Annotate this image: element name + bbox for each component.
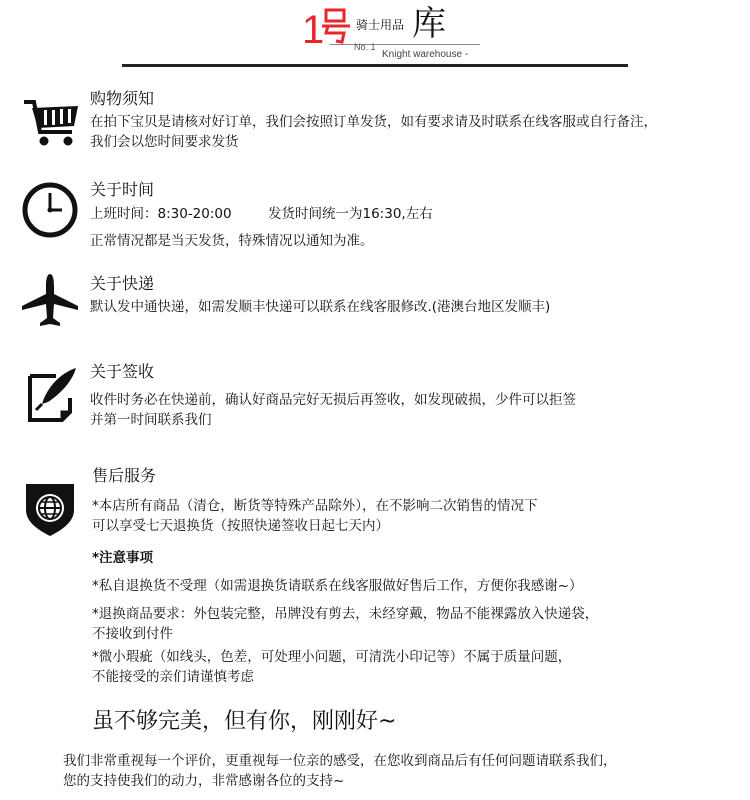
ship-time: 发货时间统一为16:30,左右 [268,206,433,222]
note-item-3-line-1: *微小瑕疵（如线头，色差，可处理小问题，可清洗小印记等）不属于质量问题， [92,649,572,665]
logo-ku-text: 库 [412,4,446,44]
note-item-2-line-2: 不接收到付件 [92,626,173,642]
section-title-aftersale: 售后服务 [92,466,157,485]
shopping-cart-icon [22,96,82,156]
logo-no-text: No. 1 [354,42,376,52]
footer-line-1: 我们非常重视每一个评价，更重视每一位亲的感受，在您收到商品后有任何问题请联系我们， [63,753,617,769]
purchase-line-2: 我们会以您时间要求发货 [90,134,239,150]
logo-hao-glyph-icon [322,8,352,44]
purchase-line-1: 在拍下宝贝是请核对好订单，我们会按照订单发货，如有要求请及时联系在线客服或自行备注， [90,114,657,130]
section-title-purchase: 购物须知 [90,89,155,108]
aftersale-line-1: *本店所有商品（清仓，断货等特殊产品除外），在不影响二次销售的情况下 [92,498,538,514]
globe-shield-icon [22,478,82,538]
express-line-1: 默认发中通快递，如需发顺丰快递可以联系在线客服修改.(港澳台地区发顺丰) [90,299,551,315]
note-item-2-line-1: *退换商品要求：外包装完整，吊牌没有剪去，未经穿戴，物品不能裸露放入快递袋， [92,606,599,622]
logo-en-text: Knight warehouse - [382,49,469,60]
sign-pen-icon [22,364,82,424]
logo-cn-text: 骑士用品 [356,18,405,32]
section-title-time: 关于时间 [90,180,155,199]
airplane-icon [20,272,80,332]
section-title-express: 关于快递 [90,274,155,293]
footer-line-2: 您的支持使我们的动力，非常感谢各位的支持~ [63,773,345,789]
work-hours: 上班时间：8:30-20:00 [90,206,232,222]
receipt-line-1: 收件时务必在快递前，确认好商品完好无损后再签收，如发现破损，少件可以拒签 [90,392,576,408]
logo-number: 1 [302,8,325,52]
header-divider [122,64,628,67]
aftersale-line-2: 可以享受七天退换货（按照快递签收日起七天内） [92,518,389,534]
notes-title: *注意事项 [92,550,154,566]
receipt-line-2: 并第一时间联系我们 [90,412,212,428]
note-item-3-line-2: 不能接受的亲们请谨慎考虑 [92,669,254,685]
section-title-receipt: 关于签收 [90,362,155,381]
clock-icon [20,180,80,240]
logo-divider [330,44,480,45]
note-item-1-line-1: *私自退换货不受理（如需退换货请联系在线客服做好售后工作，方便你我感谢~） [92,578,583,594]
time-note: 正常情况都是当天发货，特殊情况以通知为准。 [90,233,374,249]
slogan: 虽不够完美，但有你，刚刚好~ [92,709,397,734]
